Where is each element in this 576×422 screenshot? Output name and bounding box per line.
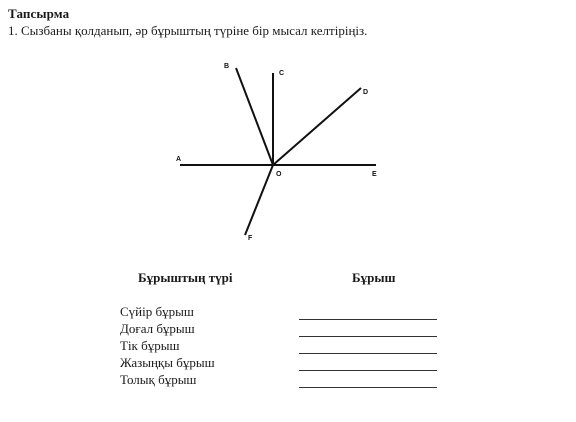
angle-type-right: Тік бұрыш bbox=[120, 338, 180, 353]
answer-blank-obtuse[interactable] bbox=[299, 320, 437, 337]
task-instruction: 1. Сызбаны қолданып, әр бұрыштың түріне бір мысал келтіріңіз. bbox=[8, 23, 368, 38]
angle-type-obtuse: Доғал бұрыш bbox=[120, 321, 195, 336]
point-label-B: B bbox=[224, 63, 230, 70]
ray-OB bbox=[236, 68, 273, 165]
angle-type-list bbox=[120, 303, 215, 388]
ray-OF bbox=[245, 165, 273, 235]
angle-type-straight: Жазыңқы бұрыш bbox=[120, 355, 215, 370]
point-label-D: D bbox=[363, 89, 369, 96]
answer-blank-acute[interactable] bbox=[299, 303, 437, 320]
point-label-F: F bbox=[248, 235, 253, 242]
column-header-angle-type: Бұрыштың түрі bbox=[138, 270, 233, 285]
point-label-E: E bbox=[372, 171, 377, 178]
angle-type-acute: Сүйір бұрыш bbox=[120, 304, 194, 319]
point-label-C: C bbox=[279, 70, 285, 77]
answer-blank-full[interactable] bbox=[299, 371, 437, 388]
column-header-angle: Бұрыш bbox=[352, 270, 396, 285]
answer-blank-right[interactable] bbox=[299, 337, 437, 354]
answer-blank-list bbox=[299, 303, 437, 388]
angle-type-full: Толық бұрыш bbox=[120, 372, 197, 387]
point-label-A: A bbox=[176, 156, 182, 163]
ray-OD bbox=[273, 88, 361, 165]
answer-blank-straight[interactable] bbox=[299, 354, 437, 371]
point-label-O: O bbox=[276, 171, 282, 178]
task-title: Тапсырма bbox=[8, 6, 70, 21]
